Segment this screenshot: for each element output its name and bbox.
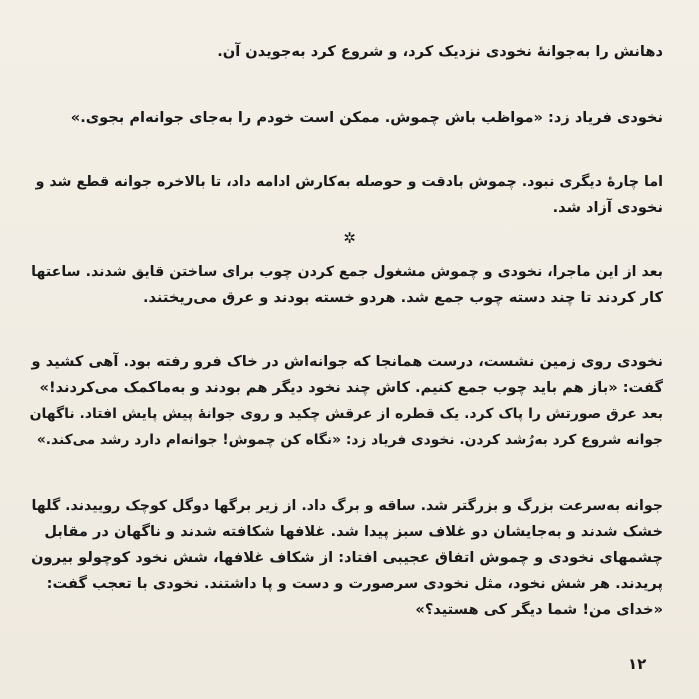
- text-line: نخودی فریاد زد: «مواظب باش چموش. ممکن است خودم را به‌جای جوانه‌ام بجوی.»: [70, 109, 663, 126]
- text-line: پریدند. هر شش نخود، مثل نخودی سرصورت و دست و پا داشتند. نخودی با تعجب گفت:: [46, 575, 663, 592]
- text-line: «خدای من! شما دیگر کی هستید؟»: [415, 601, 663, 618]
- text-line: بعد عرق صورتش را پاک کرد. یک قطره از عرقش چکید و روی جوانهٔ پیش پایش افتاد. ناگهان: [29, 406, 663, 422]
- text-line: جوانه به‌سرعت بزرگ و بزرگتر شد. ساقه و برگ داد. از زیر برگها دوگل کوچک روییدند. گلها: [31, 498, 663, 514]
- text-line: چشمهای نخودی و چموش اتفاق عجیبی افتاد: از شکاف غلافها، شش نخود کوچولو بیرون: [31, 549, 663, 566]
- text-line: بعد از این ماجرا، نخودی و چموش مشغول جمع کردن چوب برای ساختن قایق شدند. ساعتها: [31, 264, 663, 280]
- text-line: کار کردند تا چند دسته چوب جمع شد. هردو خسته بودند و عرق می‌ریختند.: [142, 289, 663, 306]
- page-number: ۱۲: [628, 655, 647, 673]
- text-line: دهانش را به‌جوانهٔ نخودی نزدیک کرد، و شروع کرد به‌جویدن آن.: [217, 43, 663, 60]
- text-line: نخودی آزاد شد.: [552, 199, 663, 216]
- text-line: نخودی روی زمین نشست، درست همانجا که جوانه‌اش در خاک فرو رفته بود. آهی کشید و: [31, 353, 663, 370]
- text-line: اما چارهٔ دیگری نبود. چموش بادقت و حوصله به‌کارش ادامه داد، تا بالاخره جوانه قطع شد و: [35, 174, 663, 190]
- text-line: خشک شدند و به‌جایشان دو غلاف سبز پیدا شد. غلافها شکافته شدند و ناگهان در مقابل: [44, 523, 663, 540]
- text-line: جوانه شروع کرد به‌رُشد کردن. نخودی فریاد زد: «نگاه کن چموش! جوانه‌ام دارد رشد می‌کند.»: [36, 432, 663, 448]
- section-separator: ✲: [343, 229, 356, 247]
- text-line: گفت: «باز هم باید چوب جمع کنیم. کاش چند نخود دیگر هم بودند و به‌ماکمک می‌کردند!»: [39, 379, 663, 396]
